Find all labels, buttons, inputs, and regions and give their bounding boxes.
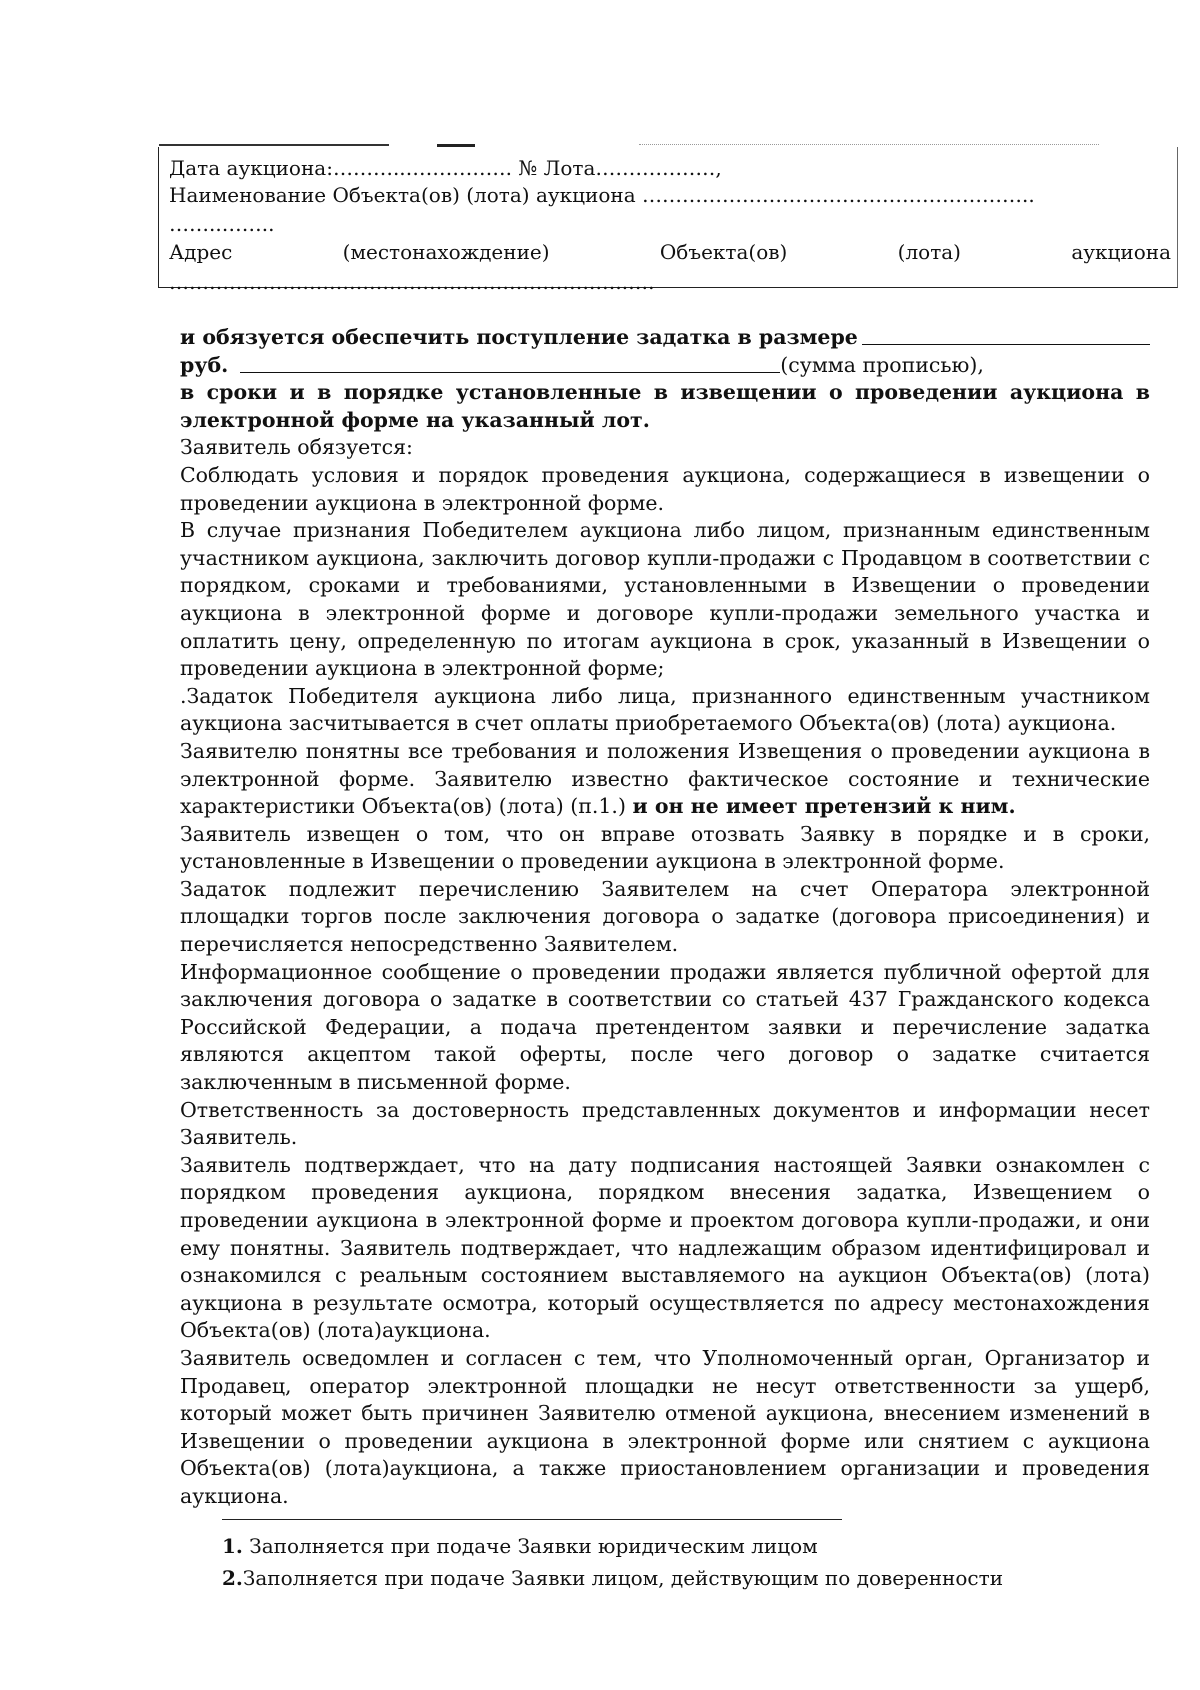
application-body	[180, 324, 1150, 1511]
paragraph-winner-deposit: .Задаток Победителя аукциона либо лица, признанного единственным участником аукциона засчитывается в счет оплаты приобретаемого Объекта(ов) (лота) аукциона.	[180, 683, 1150, 736]
box-top-border	[159, 144, 389, 146]
deposit-terms: в сроки и в порядке установленные в извещении о проведении аукциона в электронной форме на указанный лот.	[180, 380, 1150, 432]
paragraph-responsibility: Ответственность за достоверность представленных документов и информации несет Заявитель.	[180, 1097, 1150, 1150]
footnote-separator	[222, 1519, 842, 1520]
paragraph-winner-contract: В случае признания Победителем аукциона либо лицом, признанным единственным участником аукциона, заключить договор купли-продажи с Продавцом в соответствии с порядком, сроками и требованиями, установленными в Извещении о проведении аукциона в электронной форме и договоре купли-продажи земельного участка и оплатить цену, определенную по итогам аукциона в срок, указанный в Извещении о проведении аукциона в электронной форме;	[180, 518, 1150, 681]
paragraph-deposit-transfer: Задаток подлежит перечислению Заявителем на счет Оператора электронной площадки торгов после заключения договора о задатке (договора присоединения) и перечисляется непосредственно Заявителем.	[180, 876, 1150, 957]
footnote-1-text: Заполняется при подаче Заявки юридическим лицом	[242, 1534, 818, 1558]
paragraph-withdraw: Заявитель извещен о том, что он вправе отозвать Заявку в порядке и в сроки, установленные в Извещении о проведении аукциона в электронной форме.	[180, 821, 1150, 874]
address-word: аукциона	[1071, 240, 1171, 264]
auction-info-box	[158, 147, 1178, 294]
deposit-amount-line	[180, 324, 1150, 352]
box-top-border-faint	[639, 144, 1099, 145]
object-name-line: Наименование Объекта(ов) (лота) аукциона …………………………………………………..	[169, 183, 1035, 207]
requirements-text: Заявителю понятны все требования и положения Извещения о проведении аукциона в электронной форме. Заявителю известно фактическое состояние и технические характеристики Объекта(ов) (лота) (п.1.)	[180, 738, 1150, 819]
paragraph-requirements	[180, 738, 1150, 821]
rub-label: руб.	[180, 352, 229, 377]
paragraph-public-offer: Информационное сообщение о проведении продажи является публичной офертой для заключения договора о задатке в соответствии со статьей 437 Гражданского кодекса Российской Федерации, а подача претендентом заявки и перечисление задатка являются акцептом такой оферты, после чего договор о задатке считается заключенным в письменной форме.	[180, 959, 1150, 1095]
sum-in-words-blank	[240, 352, 780, 373]
footnote-1-number: 1.	[222, 1534, 243, 1558]
object-name-continuation: ……..……..	[169, 212, 275, 236]
address-word: Объекта(ов)	[659, 240, 788, 264]
paragraph-confirmation: Заявитель подтверждает, что на дату подписания настоящей Заявки ознакомлен с порядком проведения аукциона, порядком внесения задатка, Извещением о проведении аукциона в электронной форме и проектом договора купли-продажи, и они ему понятны. Заявитель подтверждает, что надлежащим образом идентифицировал и ознакомился с реальным состоянием выставляемого на аукцион Объекта(ов) (лота) аукциона в результате осмотра, который осуществляется по адресу местонахождения Объекта(ов) (лота)аукциона.	[180, 1152, 1150, 1343]
deposit-rub-line	[180, 352, 1150, 380]
object-address-continuation: ……………………………………………………….…..….	[169, 270, 655, 294]
paragraph-liability: Заявитель осведомлен и согласен с тем, что Уполномоченный орган, Организатор и Продавец, оператор электронной площадки не несут ответственности за ущерб, который может быть причинен Заявителю отменой аукциона, внесением изменений в Извещении о проведении аукциона в электронной форме или снятием с аукциона Объекта(ов) (лота)аукциона, а также приостановлением организации и проведения аукциона.	[180, 1345, 1150, 1508]
auction-date-lot-line: Дата аукциона:………..……………. № Лота………………,	[169, 156, 722, 180]
footnote-1	[222, 1530, 1003, 1562]
deposit-amount-label: и обязуется обеспечить поступление задатка в размере	[180, 325, 858, 349]
obligations-heading: Заявитель обязуется:	[180, 435, 413, 460]
deposit-amount-blank	[862, 324, 1150, 345]
no-claims-text: и он не имеет претензий к ним.	[632, 794, 1016, 819]
footnote-2-text: Заполняется при подаче Заявки лицом, действующим по доверенности	[242, 1566, 1004, 1590]
footnote-2	[222, 1562, 1003, 1594]
paragraph-conditions: Соблюдать условия и порядок проведения аукциона, содержащиеся в извещении о проведении аукциона в электронной форме.	[180, 462, 1150, 515]
box-top-border-mark	[437, 144, 475, 147]
address-word: (местонахождение)	[342, 240, 550, 264]
sum-in-words-label: (сумма прописью),	[780, 352, 984, 377]
footnotes	[222, 1530, 1003, 1594]
footnote-2-number: 2.	[222, 1566, 243, 1590]
address-word: Адрес	[169, 240, 233, 264]
object-address-line	[169, 239, 1171, 266]
address-word: (лота)	[897, 240, 961, 264]
